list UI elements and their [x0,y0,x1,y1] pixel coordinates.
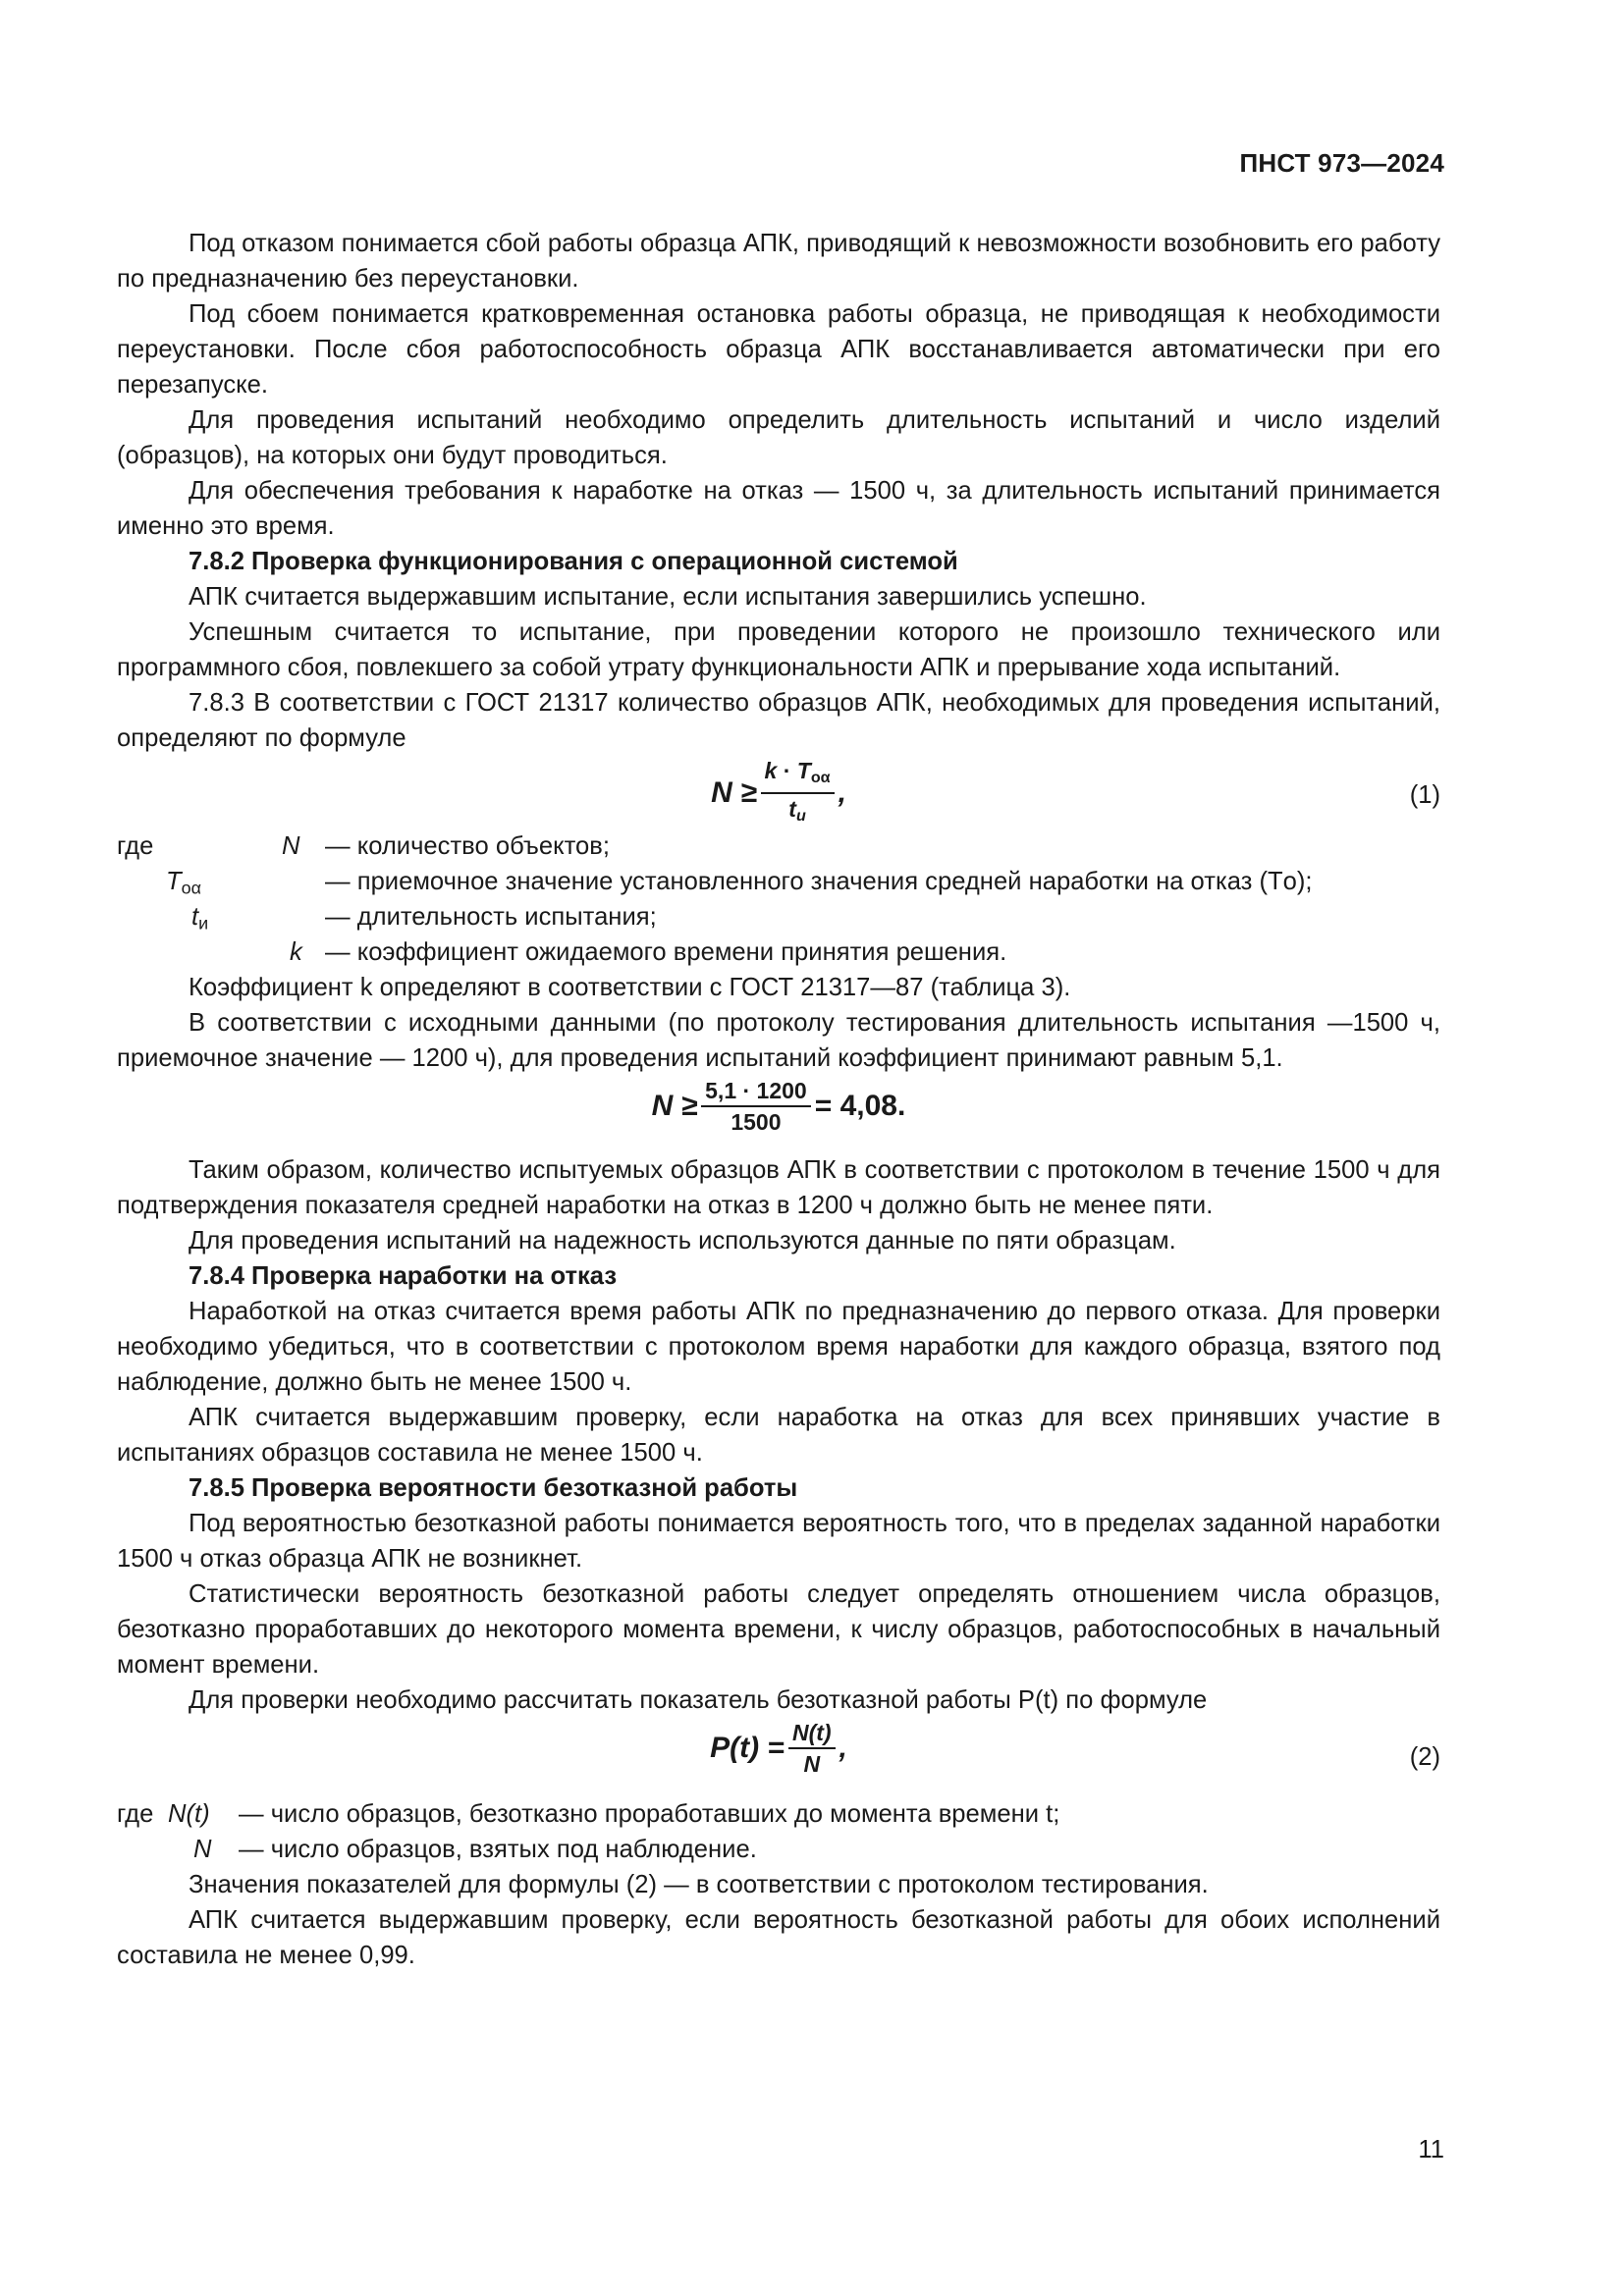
formula-calc-result: = 4,08. [814,1090,906,1122]
formula-1-trailing-comma: , [838,776,846,810]
legend-description: — приемочное значение установленного значения средней наработки на отказ (Tо); [325,868,1313,895]
paragraph-statistical-reliability: Статистически вероятность безотказной работы следует определять отношением числа образцов, безотказно проработавших до некоторого момента времени, к числу образцов, работоспособных в начальный момент времени. [117,1580,1440,1679]
formula-2-trailing-comma: , [839,1732,847,1764]
formula-2-numerator: N(t) [788,1718,836,1749]
legend-item-N-total [117,1832,1440,1867]
paragraph-values-source: Значения показателей для формулы (2) — в соответствии с протоколом тестирования. [189,1871,1209,1898]
formula-calc-numerator: 5,1 · 1200 [701,1076,811,1107]
paragraph-glitch-definition: Под сбоем понимается кратковременная остановка работы образца, не приводящая к необходимости переустановки. После сбоя работоспособность образца АПК восстанавливается автоматически при его перезапуске. [117,300,1440,399]
formula-calculation [117,1076,1440,1137]
formula-1-lhs: N ≥ [711,776,757,810]
paragraph-conclusion-samples: Таким образом, количество испытуемых образцов АПК в соответствии с протоколом в течение 1500 ч для подтверждения показателя средней наработки на отказ в 1200 ч должно быть не менее пяти. [117,1156,1440,1219]
legend-symbol: N(t) [168,1800,210,1828]
legend-description: — количество объектов; [325,832,610,860]
formula-2-fraction [788,1718,836,1779]
paragraph-7-8-3: 7.8.3 В соответствии с ГОСТ 21317 количество образцов АПК, необходимых для проведения испытаний, определяют по формуле [117,689,1440,752]
legend-symbol: $t_и$ [191,903,209,934]
section-heading-7-8-2: 7.8.2 Проверка функционирования с операционной системой [189,548,958,575]
legend-lead: где [117,832,154,860]
formula-1-row [117,756,1440,828]
formula-1-denominator: $t_и$ [788,796,806,826]
legend-description: — число образцов, безотказно проработавших до момента времени t; [239,1800,1060,1828]
page-content [117,226,1440,1973]
formula-2-row [117,1718,1440,1796]
equation-number-1: (1) [1409,781,1440,809]
paragraph-input-data: В соответствии с исходными данными (по протоколу тестирования длительность испытания —1500 ч, приемочное значение — 1200 ч), для проведения испытаний коэффициент принимают равным 5,1. [117,1009,1440,1072]
legend-item-t [117,899,1440,934]
paragraph-test-duration: Для проведения испытаний необходимо определить длительность испытаний и число изделий (образцов), на которых они будут проводиться. [117,406,1440,469]
paragraph-mtbf-pass: АПК считается выдержавшим проверку, если наработка на отказ для всех принявших участие в испытаниях образцов составила не менее 1500 ч. [117,1404,1440,1467]
legend-item-N [117,828,1440,864]
paragraph-coefficient-k: Коэффициент k определяют в соответствии с ГОСТ 21317—87 (таблица 3). [189,974,1071,1001]
legend-description: — коэффициент ожидаемого времени принятия решения. [325,938,1007,966]
paragraph-reliability-pass: АПК считается выдержавшим проверку, если вероятность безотказной работы для обоих исполнений составила не менее 0,99. [117,1906,1440,1969]
paragraph-reliability-definition: Под вероятностью безотказной работы понимается вероятность того, что в пределах заданной наработки 1500 ч отказ образца АПК не возникнет. [117,1510,1440,1573]
paragraph-pass-criterion: АПК считается выдержавшим испытание, если испытания завершились успешно. [189,583,1147,611]
page-number: 11 [1418,2136,1444,2163]
formula-calc-lhs: N ≥ [651,1090,698,1122]
legend-item-k [117,934,1440,970]
formula-calc-fraction [701,1076,811,1137]
legend-symbol: $T_{о\alpha}$ [166,868,201,898]
formula-1-numerator: $k \cdot T_{о\alpha}$ [761,756,835,794]
formula-1 [117,756,1440,830]
paragraph-failure-definition: Под отказом понимается сбой работы образца АПК, приводящий к невозможности возобновить его работу по предназначению без переустановки. [117,230,1440,293]
legend-symbol: N [193,1836,212,1863]
paragraph-five-samples: Для проведения испытаний на надежность используются данные по пяти образцам. [189,1227,1176,1255]
equation-number-2: (2) [1409,1743,1440,1771]
paragraph-mtbf-definition: Наработкой на отказ считается время работы АПК по предназначению до первого отказа. Для проверки необходимо убедиться, что в соответствии с протоколом время наработки для каждого образца, взятого под наблюдение, должно быть не менее 1500 ч. [117,1298,1440,1396]
formula-2 [117,1718,1440,1779]
document-code: ПНСТ 973—2024 [1239,148,1444,178]
legend-symbol: k [290,938,302,966]
legend-description: — длительность испытания; [325,903,657,931]
paragraph-successful-test: Успешным считается то испытание, при проведении которого не произошло технического или программного сбоя, повлекшего за собой утрату функциональности АПК и прерывание хода испытаний. [117,618,1440,681]
formula-2-lhs-t: (t) = [730,1732,785,1764]
paragraph-reliability-formula-intro: Для проверки необходимо рассчитать показатель безотказной работы P(t) по формуле [189,1686,1208,1714]
legend-item-T [117,864,1440,899]
legend-symbol: N [282,832,300,860]
legend-description: — число образцов, взятых под наблюдение. [239,1836,757,1863]
formula-1-fraction [761,756,835,830]
section-heading-7-8-5: 7.8.5 Проверка вероятности безотказной работы [189,1474,798,1502]
legend-lead: где [117,1800,154,1828]
formula-2-denominator: N [803,1751,821,1777]
formula-calc-denominator: 1500 [731,1109,782,1135]
section-heading-7-8-4: 7.8.4 Проверка наработки на отказ [189,1262,618,1290]
legend-item-Nt [117,1796,1440,1832]
formula-2-lhs-P: P [710,1732,731,1764]
paragraph-mtbf-requirement: Для обеспечения требования к наработке на отказ — 1500 ч, за длительность испытаний принимается именно это время. [117,477,1440,540]
formula-calc-row [117,1076,1440,1152]
